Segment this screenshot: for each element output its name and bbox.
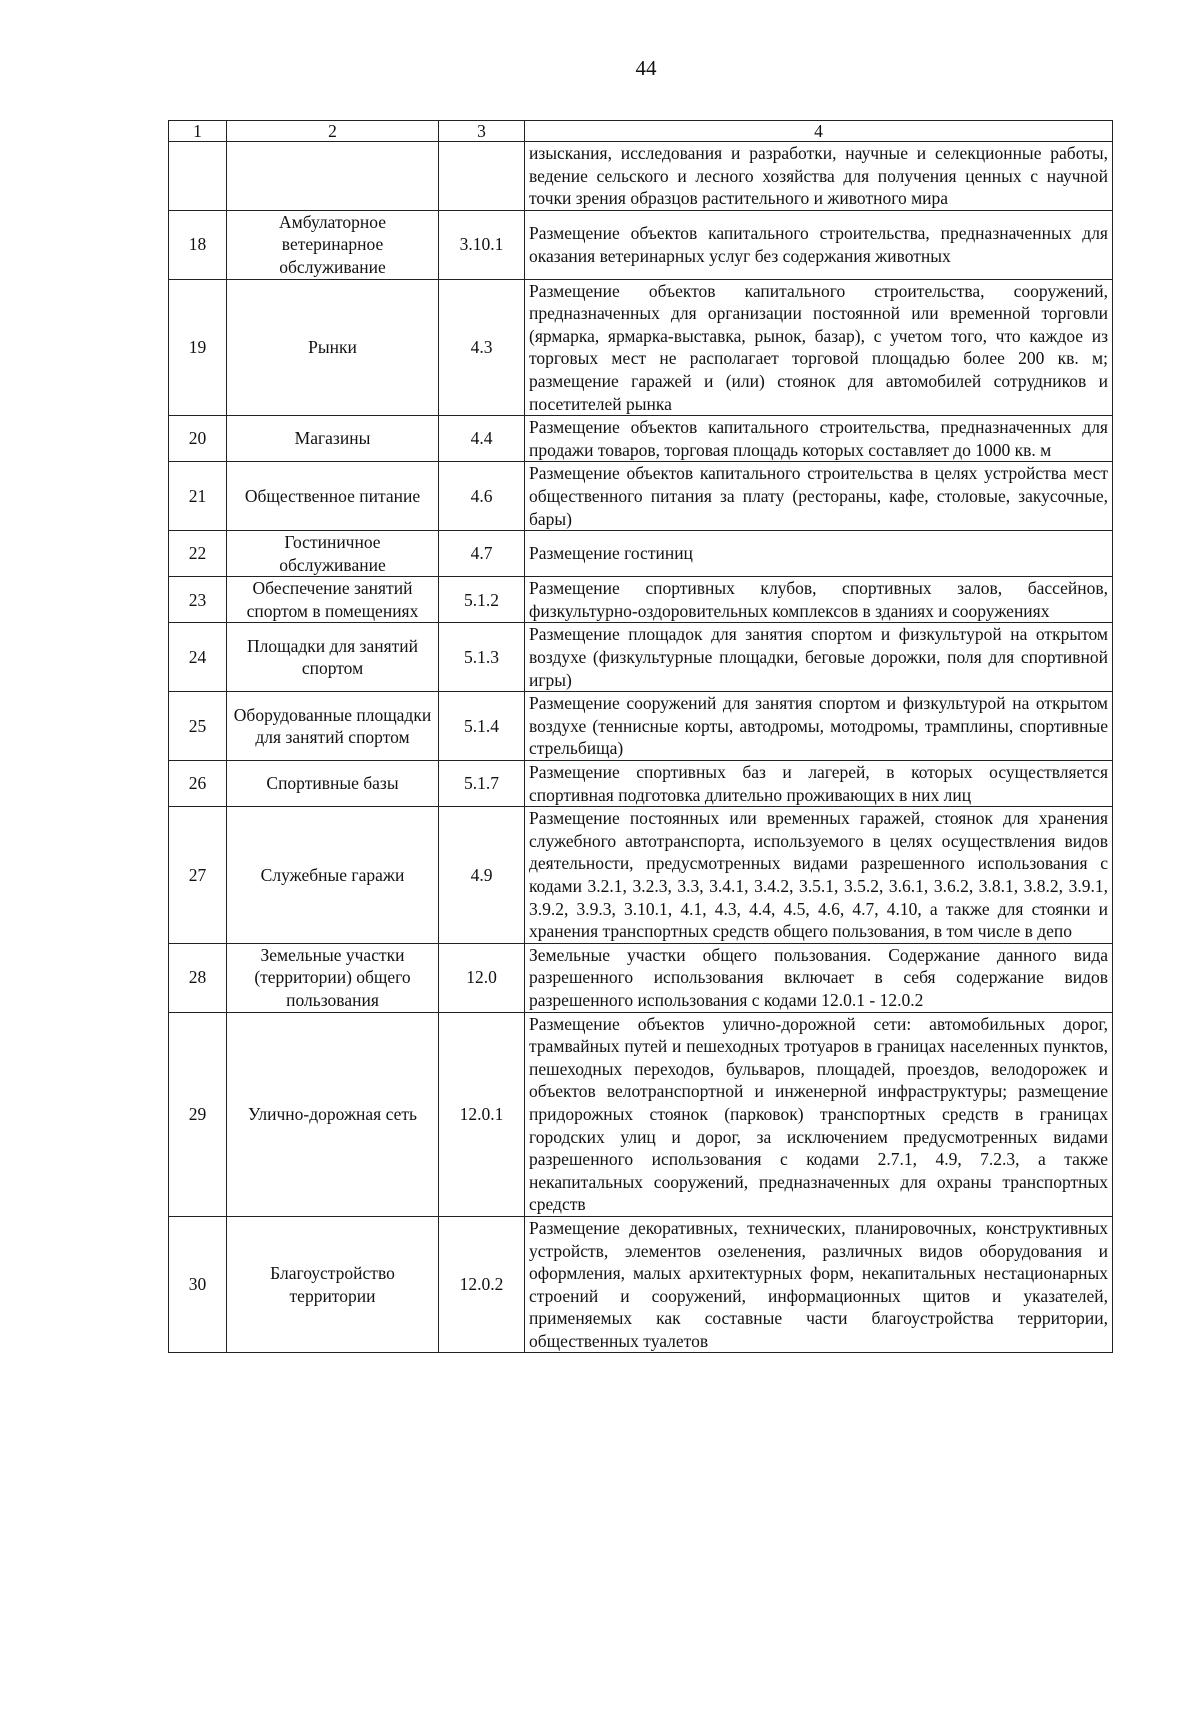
- table-row: [169, 577, 1113, 623]
- row-name-cell: Земельные участки (территории) общего пользования: [227, 943, 439, 1012]
- row-description-cell: Размещение объектов капитального строительства в целях устройства мест общественного питания за плату (рестораны, кафе, столовые, закусочные, бары): [525, 462, 1113, 531]
- row-description-cell: Размещение спортивных клубов, спортивных залов, бассейнов, физкультурно-оздоровительных комплексов в зданиях и сооружениях: [525, 577, 1113, 623]
- row-description-cell: Размещение сооружений для занятия спортом и физкультурой на открытом воздухе (теннисные корты, автодромы, мотодромы, трамплины, спортивные стрельбища): [525, 692, 1113, 761]
- row-code-cell: 4.6: [439, 462, 525, 531]
- table-row: [169, 531, 1113, 577]
- row-description-cell: Размещение постоянных или временных гаражей, стоянок для хранения служебного автотранспорта, используемого в целях осуществления видов деятельности, предусмотренных видами разрешенного использования с кодами 3.2.1, 3.2.3, 3.3, 3.4.1, 3.4.2, 3.5.1, 3.5.2, 3.6.1, 3.6.2, 3.8.1, 3.8.2, 3.9.1, 3.9.2, 3.9.3, 3.10.1, 4.1, 4.3, 4.4, 4.5, 4.6, 4.7, 4.10, а также для стоянки и хранения транспортных средств общего пользования, в том числе в депо: [525, 807, 1113, 944]
- row-name-cell: Оборудованные площадки для занятий спортом: [227, 692, 439, 761]
- table-row: [169, 1216, 1113, 1353]
- row-code-cell: 4.7: [439, 531, 525, 577]
- table-row: [169, 761, 1113, 807]
- row-number-cell: 23: [169, 577, 227, 623]
- row-description-cell: Размещение объектов улично-дорожной сети: автомобильных дорог, трамвайных путей и пешеходных тротуаров в границах населенных пунктов, пешеходных переходов, бульваров, площадей, проездов, велодорожек и объектов велотранспортной и инженерной инфраструктуры; размещение придорожных стоянок (парковок) транспортных средств в границах городских улиц и дорог, за исключением предусмотренных видами разрешенного использования с кодами 2.7.1, 4.9, 7.2.3, а также некапитальных сооружений, предназначенных для охраны транспортных средств: [525, 1012, 1113, 1216]
- row-name-cell: [227, 142, 439, 211]
- table-row: [169, 279, 1113, 416]
- row-code-cell: 12.0.1: [439, 1012, 525, 1216]
- row-code-cell: 12.0: [439, 943, 525, 1012]
- row-code-cell: 4.3: [439, 279, 525, 416]
- row-code-cell: 5.1.2: [439, 577, 525, 623]
- row-description-cell: Размещение спортивных баз и лагерей, в которых осуществляется спортивная подготовка длительно проживающих в них лиц: [525, 761, 1113, 807]
- row-description-cell: изыскания, исследования и разработки, научные и селекционные работы, ведение сельского и лесного хозяйства для получения ценных с научной точки зрения образцов растительного и животного мира: [525, 142, 1113, 211]
- page-number: 44: [635, 56, 657, 80]
- row-number-cell: 26: [169, 761, 227, 807]
- row-name-cell: Магазины: [227, 416, 439, 462]
- row-name-cell: Общественное питание: [227, 462, 439, 531]
- row-number-cell: 29: [169, 1012, 227, 1216]
- header-cell-1: 1: [169, 121, 227, 142]
- header-cell-4: 4: [525, 121, 1113, 142]
- table-row: [169, 623, 1113, 692]
- row-description-cell: Размещение объектов капитального строительства, предназначенных для продажи товаров, торговая площадь которых составляет до 1000 кв. м: [525, 416, 1113, 462]
- row-code-cell: 3.10.1: [439, 210, 525, 279]
- row-description-cell: Размещение декоративных, технических, планировочных, конструктивных устройств, элементов озеленения, различных видов оборудования и оформления, малых архитектурных форм, некапитальных нестационарных строений и сооружений, информационных щитов и указателей, применяемых как составные части благоустройства территории, общественных туалетов: [525, 1216, 1113, 1353]
- row-name-cell: Улично-дорожная сеть: [227, 1012, 439, 1216]
- row-name-cell: Гостиничное обслуживание: [227, 531, 439, 577]
- row-name-cell: Служебные гаражи: [227, 807, 439, 944]
- row-code-cell: 5.1.4: [439, 692, 525, 761]
- table-row: [169, 142, 1113, 211]
- row-number-cell: 25: [169, 692, 227, 761]
- row-number-cell: 24: [169, 623, 227, 692]
- row-description-cell: Размещение гостиниц: [525, 531, 1113, 577]
- row-name-cell: Спортивные базы: [227, 761, 439, 807]
- row-description-cell: Размещение объектов капитального строительства, сооружений, предназначенных для организации постоянной или временной торговли (ярмарка, ярмарка-выставка, рынок, базар), с учетом того, что каждое из торговых мест не располагает торговой площадью более 200 кв. м; размещение гаражей и (или) стоянок для автомобилей сотрудников и посетителей рынка: [525, 279, 1113, 416]
- row-number-cell: 19: [169, 279, 227, 416]
- row-code-cell: 5.1.3: [439, 623, 525, 692]
- table-row: [169, 210, 1113, 279]
- row-number-cell: 22: [169, 531, 227, 577]
- header-cell-3: 3: [439, 121, 525, 142]
- row-description-cell: Размещение площадок для занятия спортом и физкультурой на открытом воздухе (физкультурные площадки, беговые дорожки, поля для спортивной игры): [525, 623, 1113, 692]
- row-code-cell: [439, 142, 525, 211]
- row-name-cell: Амбулаторное ветеринарное обслуживание: [227, 210, 439, 279]
- row-code-cell: 4.9: [439, 807, 525, 944]
- table-row: [169, 416, 1113, 462]
- row-number-cell: 30: [169, 1216, 227, 1353]
- row-description-cell: Размещение объектов капитального строительства, предназначенных для оказания ветеринарных услуг без содержания животных: [525, 210, 1113, 279]
- row-description-cell: Земельные участки общего пользования. Содержание данного вида разрешенного использования включает в себя содержание видов разрешенного использования с кодами 12.0.1 - 12.0.2: [525, 943, 1113, 1012]
- row-name-cell: Площадки для занятий спортом: [227, 623, 439, 692]
- row-number-cell: [169, 142, 227, 211]
- header-cell-2: 2: [227, 121, 439, 142]
- table-row: [169, 943, 1113, 1012]
- row-name-cell: Благоустройство территории: [227, 1216, 439, 1353]
- row-code-cell: 12.0.2: [439, 1216, 525, 1353]
- table-header-row: [169, 121, 1113, 142]
- row-number-cell: 18: [169, 210, 227, 279]
- row-name-cell: Рынки: [227, 279, 439, 416]
- table-row: [169, 692, 1113, 761]
- row-number-cell: 27: [169, 807, 227, 944]
- land-use-table: [168, 120, 1113, 1353]
- row-number-cell: 21: [169, 462, 227, 531]
- table-row: [169, 807, 1113, 944]
- row-name-cell: Обеспечение занятий спортом в помещениях: [227, 577, 439, 623]
- table-row: [169, 1012, 1113, 1216]
- row-code-cell: 4.4: [439, 416, 525, 462]
- row-code-cell: 5.1.7: [439, 761, 525, 807]
- table-row: [169, 462, 1113, 531]
- row-number-cell: 20: [169, 416, 227, 462]
- row-number-cell: 28: [169, 943, 227, 1012]
